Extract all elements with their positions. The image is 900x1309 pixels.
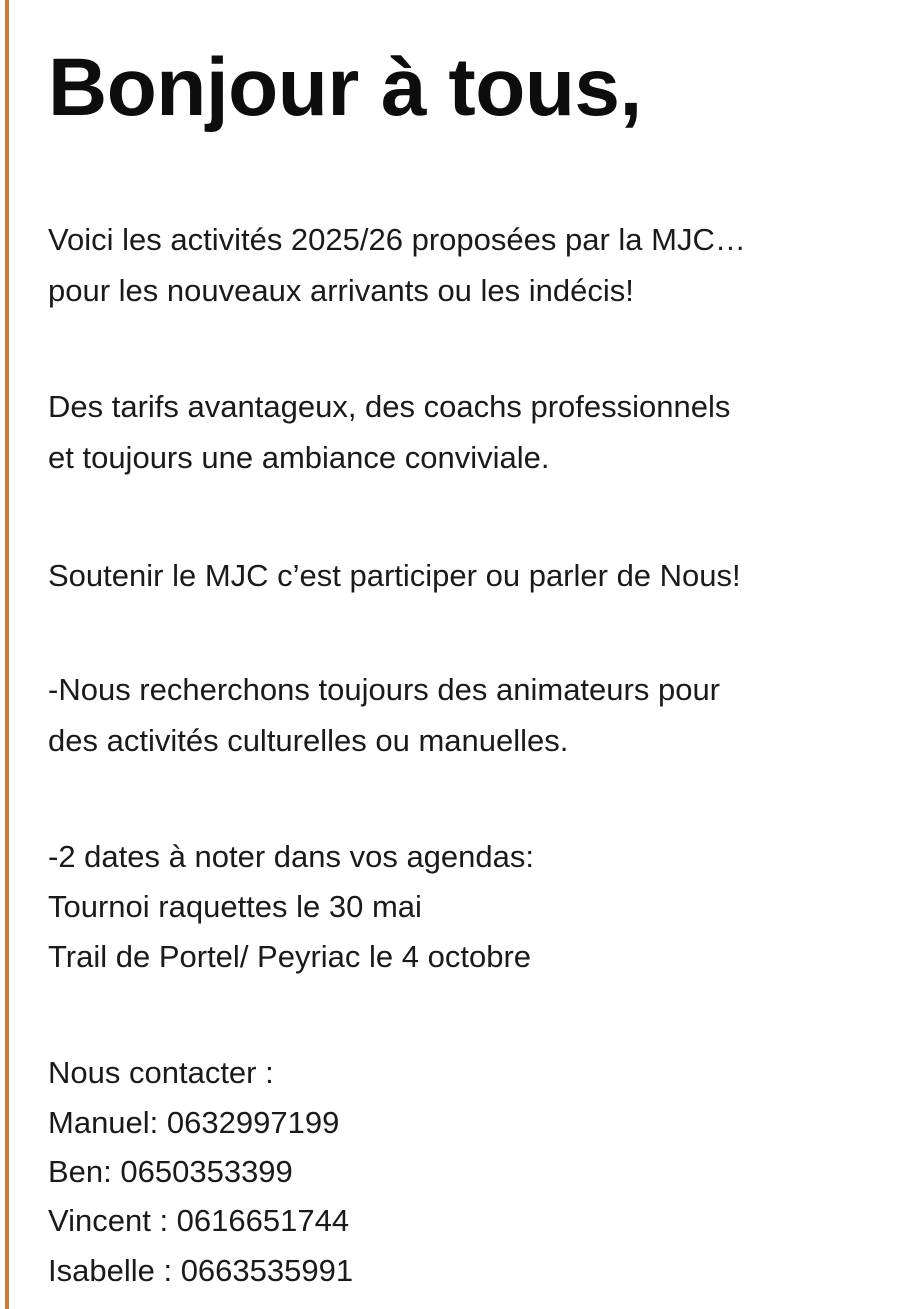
recruiting-line-1: -Nous recherchons toujours des animateurs pour [48,672,721,707]
intro-line-1: Voici les activités 2025/26 proposées par la MJC… [48,222,746,257]
dates-title: -2 dates à noter dans vos agendas: [48,839,534,874]
contact-person: Manuel: 0632997199 [48,1105,340,1140]
intro-line-2: pour les nouveaux arrivants ou les indécis! [48,273,634,308]
contact-title: Nous contacter : [48,1055,274,1090]
contact-person: Isabelle : 0663535991 [48,1253,354,1288]
greeting-heading: Bonjour à tous, [48,42,642,133]
recruiting-line-2: des activités culturelles ou manuelles. [48,723,569,758]
left-accent-bar [5,0,9,1309]
benefits-line-1: Des tarifs avantageux, des coachs professionnels [48,389,731,424]
date-item: Trail de Portel/ Peyriac le 4 octobre [48,939,532,974]
contact-person: Vincent : 0616651744 [48,1203,350,1238]
support-line: Soutenir le MJC c’est participer ou parler de Nous! [48,558,741,593]
contact-person: Ben: 0650353399 [48,1154,293,1189]
benefits-line-2: et toujours une ambiance conviviale. [48,440,550,475]
date-item: Tournoi raquettes le 30 mai [48,889,422,924]
